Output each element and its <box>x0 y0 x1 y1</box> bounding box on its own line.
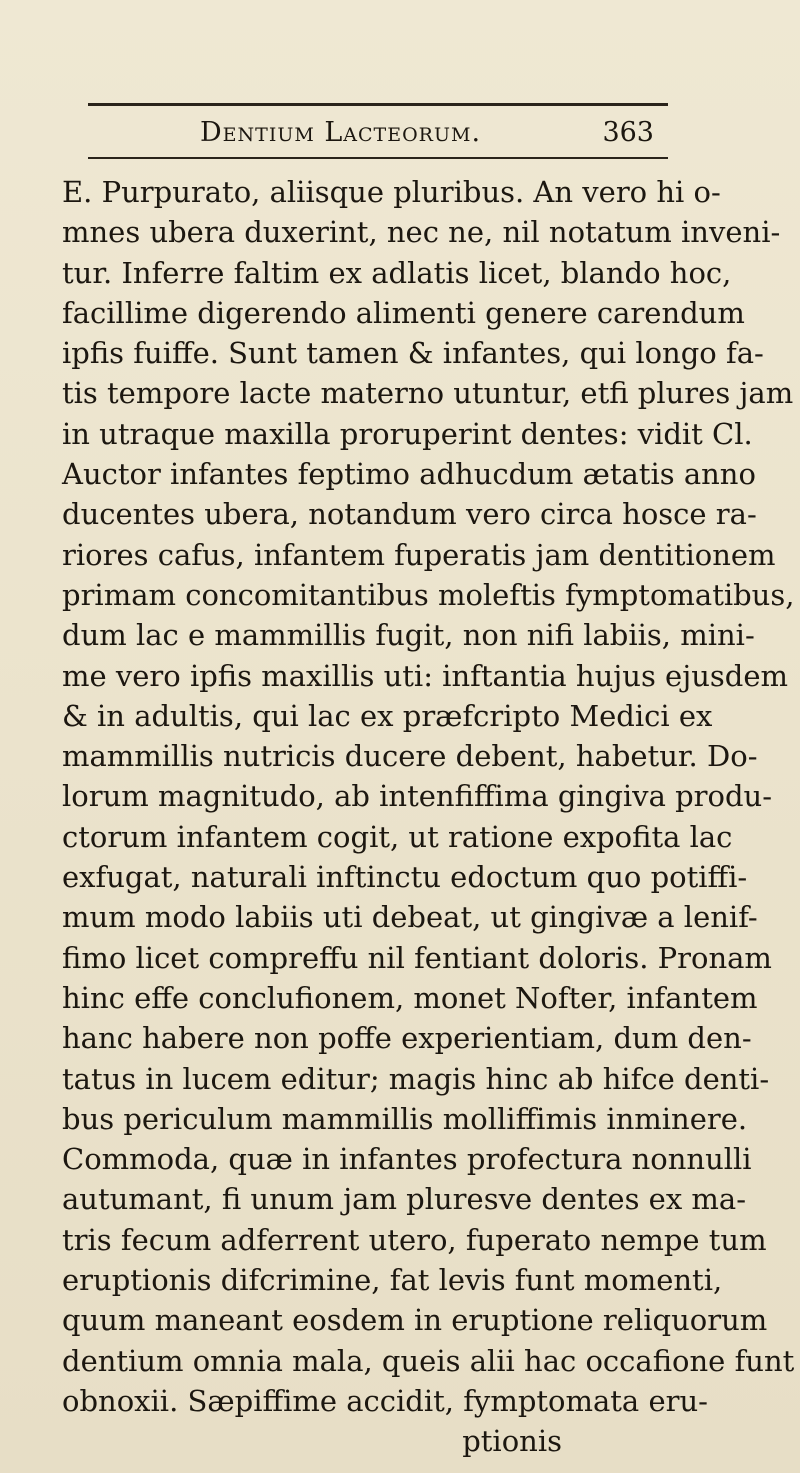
text-line: riores cafus, infantem fuperatis jam dentitionem <box>62 537 776 572</box>
text-line: exfugat, naturali inftinctu edoctum quo potiffi- <box>62 860 748 895</box>
header-rule-bottom <box>88 157 668 159</box>
text-line: ctorum infantem cogit, ut ratione expofita lac <box>62 819 733 854</box>
text-line: ipfis fuiffe. Sunt tamen & infantes, qui longo fa- <box>62 336 764 371</box>
text-line: me vero ipfis maxillis uti: inftantia hujus ejusdem <box>62 658 788 693</box>
text-line: Auctor infantes feptimo adhucdum ætatis anno <box>62 457 756 492</box>
text-line: tis tempore lacte materno utuntur, etfi plures jam <box>62 376 794 411</box>
text-line: eruptionis difcrimine, fat levis funt momenti, <box>62 1263 723 1298</box>
text-line: dum lac e mammillis fugit, non nifi labiis, mini- <box>62 618 755 653</box>
text-line: Commoda, quæ in infantes profectura nonnulli <box>62 1142 752 1177</box>
text-line: in utraque maxilla proruperint dentes: vidit Cl. <box>62 416 753 451</box>
page-header <box>88 112 668 154</box>
text-line: quum maneant eosdem in eruptione reliquorum <box>62 1303 768 1338</box>
text-line: lorum magnitudo, ab intenfiffima gingiva produ- <box>62 779 773 814</box>
running-title: Dentium Lacteorum. <box>200 117 482 148</box>
page-number: 363 <box>602 117 654 148</box>
header-rule-top <box>88 103 668 106</box>
text-line: mum modo labiis uti debeat, ut gingivæ a lenif- <box>62 900 758 935</box>
text-line: tur. Inferre faltim ex adlatis licet, blando hoc, <box>62 255 732 290</box>
text-line: mnes ubera duxerint, nec ne, nil notatum inveni- <box>62 215 781 250</box>
text-line: obnoxii. Sæpiffime accidit, fymptomata eru- <box>62 1383 708 1418</box>
text-line: dentium omnia mala, queis alii hac occafione funt <box>62 1343 795 1378</box>
body-text <box>62 172 795 1462</box>
text-line: primam concomitantibus moleftis fymptomatibus, <box>62 577 795 612</box>
text-line: mammillis nutricis ducere debent, habetur. Do- <box>62 739 758 774</box>
text-line: tatus in lucem editur; magis hinc ab hifce denti- <box>62 1061 770 1096</box>
text-line: hanc habere non poffe experientiam, dum den- <box>62 1021 752 1056</box>
text-line: hinc effe conclufionem, monet Nofter, infantem <box>62 980 758 1015</box>
catchword: ptionis <box>462 1424 562 1459</box>
text-line: fimo licet compreffu nil fentiant doloris. Pronam <box>62 940 772 975</box>
text-line: & in adultis, qui lac ex præfcripto Medici ex <box>62 698 713 733</box>
text-line: E. Purpurato, aliisque pluribus. An vero hi o- <box>62 175 721 209</box>
text-line: ducentes ubera, notandum vero circa hosce ra- <box>62 497 757 532</box>
text-line: tris fecum adferrent utero, fuperato nempe tum <box>62 1222 767 1257</box>
text-line: facillime digerendo alimenti genere carendum <box>62 295 745 330</box>
text-line: bus periculum mammillis molliffimis inminere. <box>62 1101 748 1136</box>
text-line: autumant, fi unum jam pluresve dentes ex ma- <box>62 1182 746 1217</box>
